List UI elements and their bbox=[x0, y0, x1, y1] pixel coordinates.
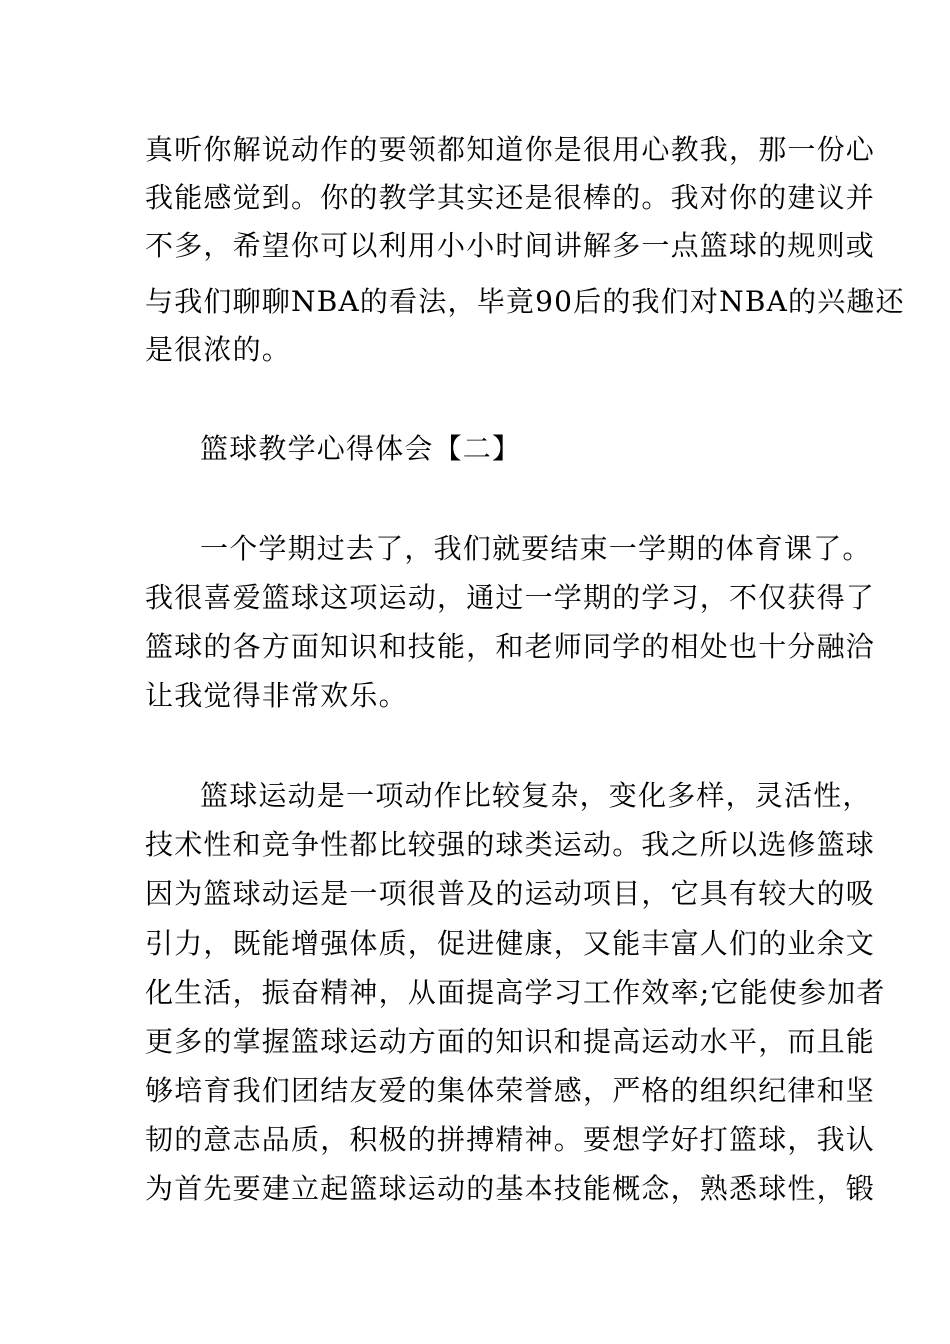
paragraph-3-line-8: 韧的意志品质，积极的拼搏精神。要想学好打篮球，我认 bbox=[145, 1123, 876, 1156]
paragraph-3-line-7: 够培育我们团结友爱的集体荣誉感，严格的组织纪律和坚 bbox=[145, 1074, 876, 1107]
paragraph-1-line-5: 是很浓的。 bbox=[145, 333, 292, 366]
paragraph-2-line-1: 一个学期过去了，我们就要结束一学期的体育课了。 bbox=[200, 532, 872, 565]
paragraph-3-line-9: 为首先要建立起篮球运动的基本技能概念，熟悉球性，锻 bbox=[145, 1172, 876, 1205]
paragraph-1-line-3: 不多，希望你可以利用小小时间讲解多一点篮球的规则或 bbox=[145, 229, 876, 262]
paragraph-3-line-5: 化生活，振奋精神，从面提高学习工作效率;它能使参加者 bbox=[145, 976, 886, 1009]
paragraph-3-line-1: 篮球运动是一项动作比较复杂，变化多样，灵活性， bbox=[200, 779, 872, 812]
paragraph-1-line-1: 真听你解说动作的要领都知道你是很用心教我，那一份心 bbox=[145, 133, 876, 166]
paragraph-2-line-3: 篮球的各方面知识和技能，和老师同学的相处也十分融洽 bbox=[145, 630, 876, 663]
paragraph-3-line-2: 技术性和竞争性都比较强的球类运动。我之所以选修篮球 bbox=[145, 828, 876, 861]
paragraph-3-line-3: 因为篮球动运是一项很普及的运动项目，它具有较大的吸 bbox=[145, 877, 876, 910]
paragraph-1-line-2: 我能感觉到。你的教学其实还是很棒的。我对你的建议并 bbox=[145, 181, 876, 214]
paragraph-1-line-4: 与我们聊聊NBA的看法，毕竟90后的我们对NBA的兴趣还 bbox=[145, 285, 905, 318]
paragraph-3-line-4: 引力，既能增强体质，促进健康，又能丰富人们的业余文 bbox=[145, 927, 876, 960]
section-heading: 篮球教学心得体会【二】 bbox=[200, 432, 522, 465]
paragraph-2-line-4: 让我觉得非常欢乐。 bbox=[145, 679, 408, 712]
paragraph-3-line-6: 更多的掌握篮球运动方面的知识和提高运动水平，而且能 bbox=[145, 1025, 876, 1058]
paragraph-2-line-2: 我很喜爱篮球这项运动，通过一学期的学习，不仅获得了 bbox=[145, 581, 876, 614]
